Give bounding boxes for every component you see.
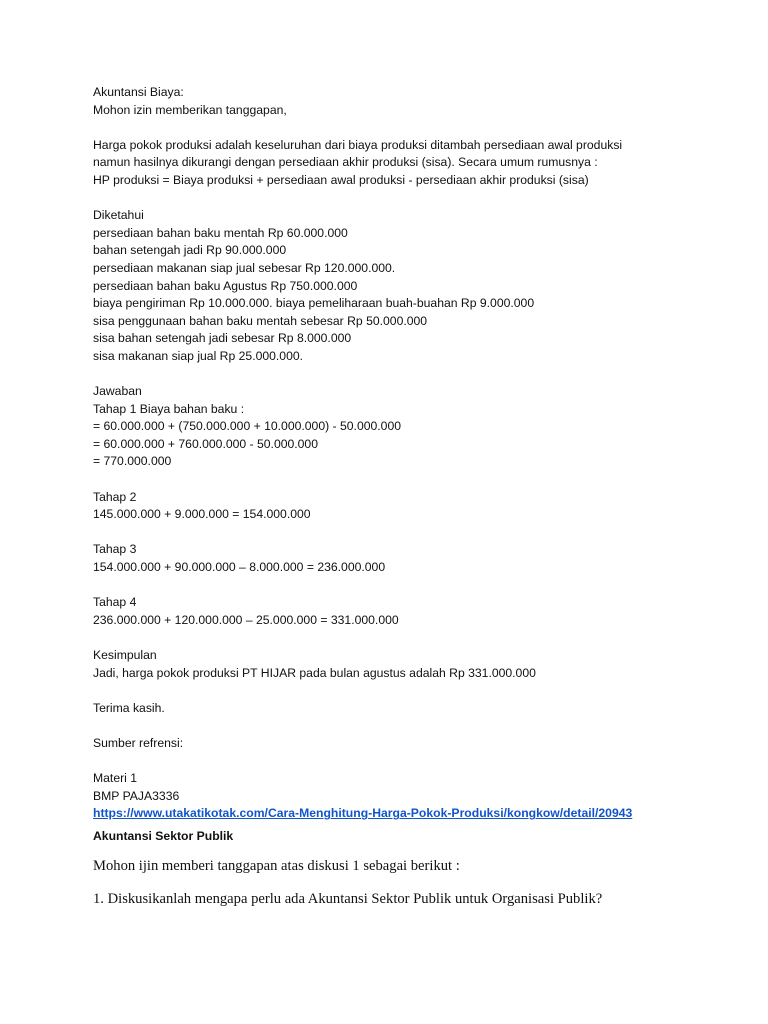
kesimpulan-heading: Kesimpulan — [93, 648, 157, 662]
tahap1-result: = 770.000.000 — [93, 454, 172, 469]
formula-line: HP produksi = Biaya produksi + persediaan awal produksi - persediaan akhir produksi (sisa) — [93, 172, 589, 187]
tahap2-calc: 145.000.000 + 9.000.000 = 154.000.000 — [93, 507, 311, 522]
intro-line: Harga pokok produksi adalah keseluruhan dari biaya produksi ditambah persediaan awal produksi — [93, 137, 623, 152]
sumber-heading: Sumber refrensi: — [93, 735, 184, 750]
sektor-publik-intro: Mohon ijin memberi tanggapan atas diskusi 1 sebagai berikut : — [93, 857, 460, 874]
given-item: biaya pengiriman Rp 10.000.000. biaya pemeliharaan buah-buahan Rp 9.000.000 — [93, 296, 535, 311]
tahap3-title: Tahap 3 — [93, 542, 137, 557]
sektor-publik-question: 1. Diskusikanlah mengapa perlu ada Akuntansi Sektor Publik untuk Organisasi Publik? — [93, 890, 603, 907]
given-item: sisa bahan setengah jadi sebesar Rp 8.000.000 — [93, 331, 352, 346]
tahap1-step: = 60.000.000 + (750.000.000 + 10.000.000) - 50.000.000 — [93, 419, 401, 434]
diketahui-heading: Diketahui — [93, 208, 144, 223]
given-item: bahan setengah jadi Rp 90.000.000 — [93, 243, 287, 258]
tahap1-step: = 60.000.000 + 760.000.000 - 50.000.000 — [93, 436, 318, 451]
intro-line: namun hasilnya dikurangi dengan persediaan akhir produksi (sisa). Secara umum rumusnya : — [93, 155, 598, 170]
section-heading-sektor-publik: Akuntansi Sektor Publik — [93, 828, 234, 843]
given-item: persediaan makanan siap jual sebesar Rp 120.000.000. — [93, 260, 396, 275]
thanks-text: Terima kasih. — [93, 700, 165, 715]
given-item: persediaan bahan baku mentah Rp 60.000.000 — [93, 225, 348, 240]
tahap2-title: Tahap 2 — [93, 489, 137, 504]
given-item: sisa makanan siap jual Rp 25.000.000. — [93, 348, 304, 363]
source-item: Materi 1 — [93, 771, 138, 786]
source-item: BMP PAJA3336 — [93, 788, 180, 803]
tahap4-calc: 236.000.000 + 120.000.000 – 25.000.000 = 331.000.000 — [93, 612, 399, 627]
given-item: persediaan bahan baku Agustus Rp 750.000.000 — [93, 278, 358, 293]
tahap4-title: Tahap 4 — [93, 595, 137, 610]
section-heading-akuntansi-biaya: Akuntansi Biaya: — [93, 85, 184, 99]
tahap1-title: Tahap 1 Biaya bahan baku : — [93, 401, 245, 416]
kesimpulan-text: Jadi, harga pokok produksi PT HIJAR pada bulan agustus adalah Rp 331.000.000 — [93, 665, 536, 680]
given-item: sisa penggunaan bahan baku mentah sebesar Rp 50.000.000 — [93, 313, 428, 328]
jawaban-heading: Jawaban — [93, 384, 142, 399]
greeting-text: Mohon izin memberikan tanggapan, — [93, 102, 287, 117]
tahap3-calc: 154.000.000 + 90.000.000 – 8.000.000 = 236.000.000 — [93, 560, 386, 575]
source-link[interactable]: https://www.utakatikotak.com/Cara-Menghitung-Harga-Pokok-Produksi/kongkow/detail/20943 — [93, 806, 633, 821]
document-page — [93, 84, 693, 909]
